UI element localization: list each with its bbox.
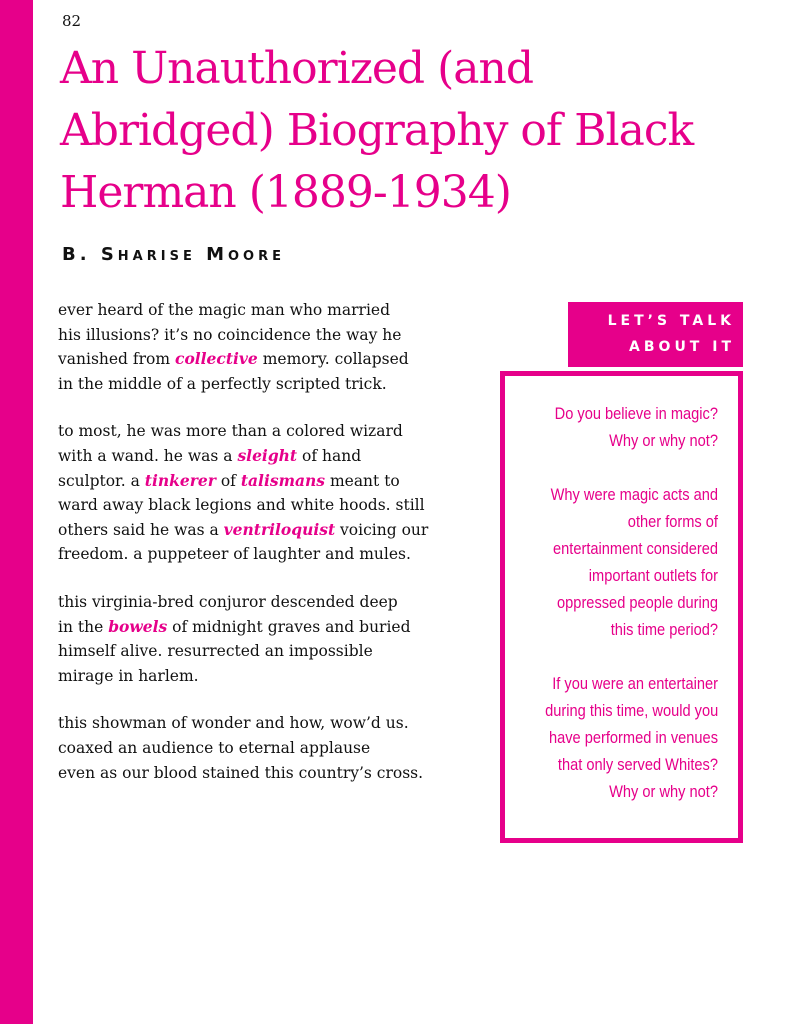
poem-text: ever heard of the magic man who married (58, 301, 390, 319)
poem-line (58, 419, 488, 444)
question-line: Why or why not? (609, 431, 718, 450)
question-line: If you were an entertainer (552, 674, 718, 693)
discussion-question (545, 481, 718, 643)
title-line: Herman (1889-1934) (60, 167, 511, 218)
poem-line (58, 323, 488, 348)
page-number: 82 (62, 12, 82, 30)
poem-line (58, 711, 488, 736)
discussion-question (545, 400, 718, 454)
poem-text: of (215, 471, 241, 490)
poem-text: meant to (325, 471, 400, 490)
question-line: entertainment considered (553, 539, 718, 558)
question-line: that only served Whites? (557, 755, 718, 774)
vocabulary-word: ventriloquist (223, 519, 336, 539)
discussion-questions-box (500, 371, 743, 843)
discussion-heading (568, 302, 743, 367)
poem-stanza (58, 590, 488, 688)
poem-stanza (58, 711, 488, 785)
poem-stanza (58, 298, 488, 396)
poem-line (58, 469, 488, 494)
poem-text: others said he was a (58, 520, 224, 539)
poem-text: in the middle of a perfectly scripted trick. (58, 374, 387, 393)
vocabulary-word: talismans (240, 470, 326, 490)
poem-text: coaxed an audience to eternal applause (58, 738, 371, 757)
page-accent-bar (0, 0, 33, 1024)
poem-text: with a wand. he was a (58, 446, 238, 465)
poem-text: himself alive. resurrected an impossible (58, 642, 373, 661)
discussion-heading-line: LET’S TALK (607, 313, 735, 329)
poem-line (58, 761, 488, 786)
title-line: An Unauthorized (and (60, 43, 533, 94)
poem-line (58, 664, 488, 689)
poem-line (58, 372, 488, 397)
poem-stanza (58, 419, 488, 567)
discussion-question (545, 670, 718, 805)
poem-text: mirage in harlem. (58, 666, 199, 685)
question-line: have performed in venues (548, 728, 718, 747)
question-line: important outlets for (588, 566, 718, 585)
poem-line (58, 590, 488, 615)
poem-text: freedom. a puppeteer of laughter and mules. (58, 545, 411, 564)
poem-line (58, 736, 488, 761)
poem-line (58, 639, 488, 664)
question-line: Why or why not? (609, 782, 718, 801)
poem-line (58, 615, 488, 640)
poem-body (58, 298, 488, 808)
vocabulary-word: bowels (108, 616, 168, 636)
poem-line (58, 493, 488, 518)
question-line: this time period? (610, 620, 718, 639)
poem-text: voicing our (335, 520, 429, 539)
poem-text: to most, he was more than a colored wizard (58, 422, 403, 441)
title-line: Abridged) Biography of Black (60, 105, 694, 156)
question-line: oppressed people during (557, 593, 718, 612)
vocabulary-word: sleight (237, 445, 298, 465)
poem-line (58, 444, 488, 469)
discussion-heading-line: ABOUT IT (629, 339, 735, 355)
vocabulary-word: tinkerer (144, 470, 216, 490)
poem-text: ward away black legions and white hoods. still (58, 496, 425, 515)
vocabulary-word: collective (175, 349, 258, 369)
poem-text: even as our blood stained this country’s cross. (58, 763, 424, 782)
question-line: Why were magic acts and (550, 485, 718, 504)
poem-line (58, 298, 488, 323)
author-byline: B. Sharise Moore (62, 244, 285, 265)
poem-text: memory. collapsed (257, 350, 409, 369)
poem-text: vanished from (58, 350, 175, 369)
poem-text: of midnight graves and buried (167, 617, 411, 636)
poem-text: in the (58, 617, 109, 636)
question-line: other forms of (627, 512, 718, 531)
poem-text: of hand (297, 446, 362, 465)
question-line: during this time, would you (545, 701, 719, 720)
article-title (60, 38, 780, 224)
poem-text: his illusions? it’s no coincidence the way he (58, 325, 402, 344)
poem-text: sculptor. a (58, 471, 145, 490)
poem-line (58, 542, 488, 567)
poem-text: this virginia-bred conjuror descended deep (58, 592, 398, 611)
poem-line (58, 347, 488, 372)
question-line: Do you believe in magic? (554, 404, 718, 423)
poem-line (58, 518, 488, 543)
poem-text: this showman of wonder and how, wow’d us. (58, 714, 409, 733)
